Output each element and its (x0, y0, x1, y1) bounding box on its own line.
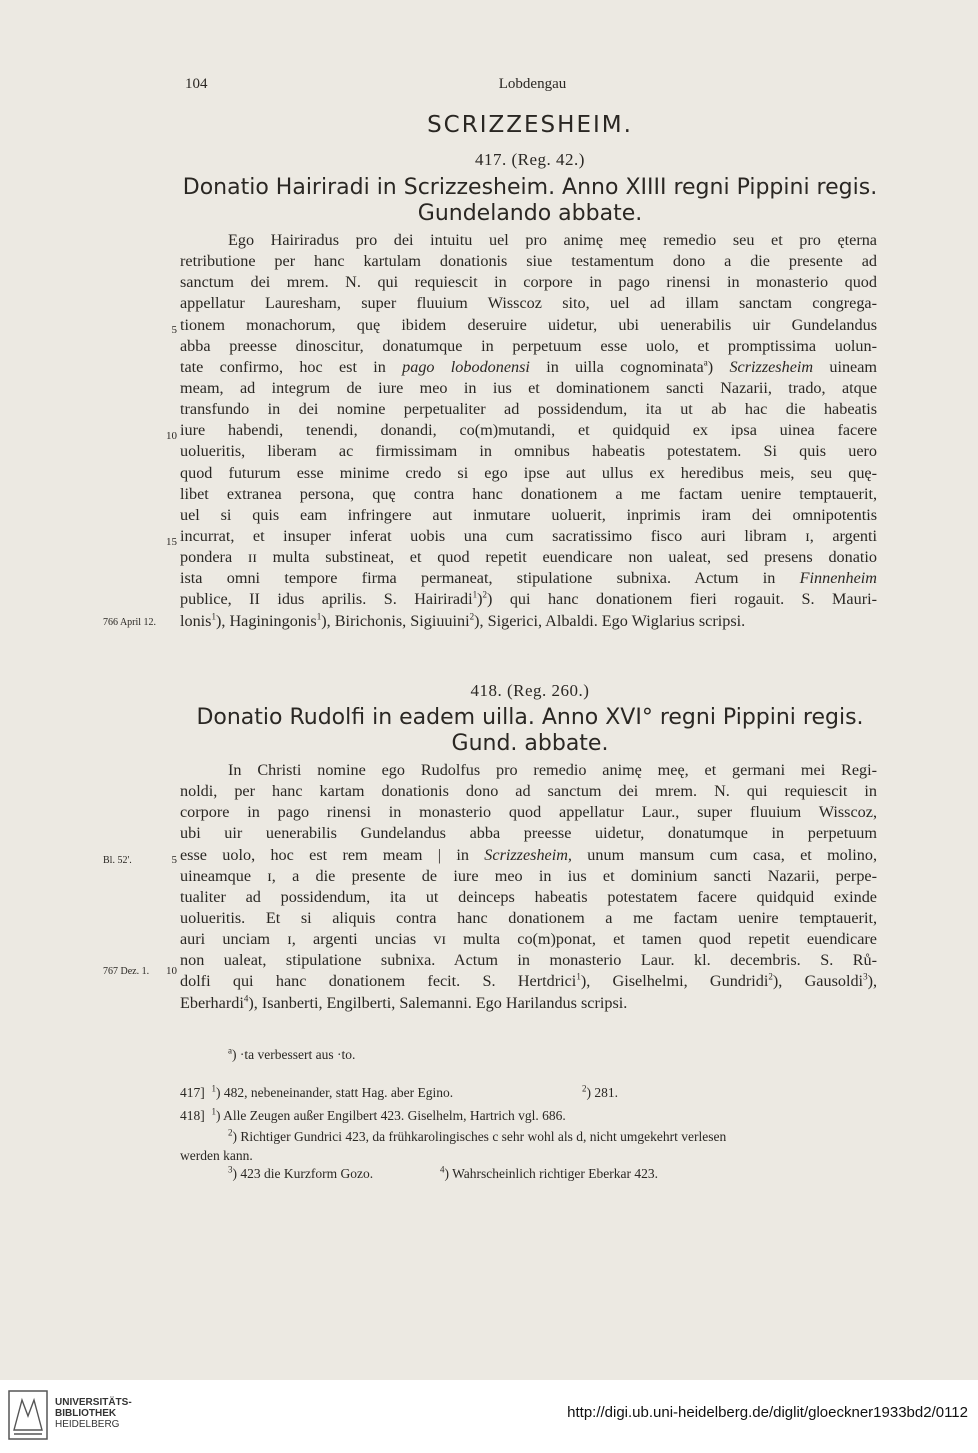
library-line: HEIDELBERG (55, 1419, 120, 1430)
margin-date-418: 767 Dez. 1. (103, 966, 150, 977)
text-line: incurrat, et insuper inferat uobis una cum sacratissimo fisco auri libram ɪ, argenti (180, 526, 877, 545)
footnote-418-3: $^3$) 423 die Kurzform Gozo. (228, 1164, 374, 1181)
line-number: 10 (166, 430, 177, 442)
text-line: iure habendi, tenendi, donandi, co(m)mutandi, et quidquid ex ipsa uinea facere (180, 421, 877, 440)
text-line: retributione per hanc kartulam donationis siue testamentum dono a die presente ad (180, 252, 877, 271)
doc417-title-line1: Donatio Hairiradi in Scrizzesheim. Anno XIIII regni Pippini regis. (182, 175, 878, 200)
text-line: tionem monachorum, quę ibidem deseruire uidetur, ubi uenerabilis uir Gundelandus (180, 315, 877, 334)
doc418-body (180, 760, 877, 1014)
doc417-body (180, 230, 877, 632)
place-title: SCRIZZESHEIM. (427, 112, 633, 138)
text-line: non ualeat, stipulatione subnixa. Actum in monasterio Laur. kl. decembris. S. Rů- (180, 951, 877, 970)
text-line: noldi, per hanc kartam donationis dono ad sanctum dei mrem. N. qui requiescit in (180, 782, 877, 801)
text-line: esse uolo, hoc est rem meam | in Scrizzesheim, unum mansum cum casa, et molino, (180, 845, 878, 864)
text-line: dolfi qui hanc donationem fecit. S. Hertdrici$^1$), Giselhelmi, Gundridi$^2$), Gausoldi$^3$), (180, 972, 877, 991)
permalink-url[interactable]: http://digi.ub.uni-heidelberg.de/diglit/gloeckner1933bd2/0112 (567, 1404, 968, 1421)
doc418-title-line1: Donatio Rudolfi in eadem uilla. Anno XVI° regni Pippini regis. (196, 705, 864, 730)
text-line: auri unciam ɪ, argenti uncias ᴠɪ multa co(m)ponat, et tamen quod repetit euendicare (180, 930, 877, 949)
text-line: corpore in pago rinensi in monasterio quod appellatur Laur., super fluuium Wisscoz, (180, 803, 877, 822)
footnote-a: $^a$) ·ta verbessert aus ·to. (228, 1045, 356, 1062)
text-line: Ego Hairiradus pro dei intuitu uel pro animę meę remedio seu et pro ęterna (228, 231, 877, 249)
text-line: publice, II idus aprilis. S. Hairiradi$^1$)$^2$) qui hanc donationem fieri rogauit. S. Mauri- (180, 590, 877, 609)
text-line: appellatur Lauresham, super fluuium Wisscoz sito, uel ad illam sanctam congrega- (180, 294, 877, 313)
doc418-register-number: 418. (Reg. 260.) (470, 681, 590, 700)
text-line: ubi uir uenerabilis Gundelandus abba preesse uidetur, donatumque in perpetuum (180, 824, 877, 843)
place-scrizzesheim: Scrizzesheim, (484, 845, 572, 864)
line-number: 10 (166, 965, 177, 977)
text-line: uineamque ɪ, a die presente de iure meo in ius et dominium sancti Nazarii, perpe- (180, 866, 877, 885)
university-library-logo-icon (8, 1390, 48, 1440)
place-scrizzesheim: Scrizzesheim (729, 357, 814, 376)
viewer-footer (0, 1380, 978, 1453)
line-number: 5 (171, 854, 177, 866)
text-line: transfundo in dei nomine perpetualiter ad possidendum, ita ut ab hac die habeatis (180, 400, 877, 419)
text-line: Eberhardi$^4$), Isanberti, Engilberti, Salemanni. Ego Harilandus scripsi. (180, 993, 628, 1012)
text-line: tate confirmo, hoc est in pago lobodonensi in uilla cognominata$^a$) Scrizzesheim uineam (180, 357, 877, 376)
text-line: lonis$^1$), Haginingonis$^1$), Birichonis, Sigiuuini$^2$), Sigerici, Albaldi. Ego Wiglarius scripsi. (180, 611, 746, 630)
text-line: libet extranea persona, quę contra hanc donationem a me factam uenire temptauerit, (180, 484, 877, 503)
text-line: In Christi nomine ego Rudolfus pro remedio animę meę, et germani mei Regi- (228, 761, 877, 779)
margin-date-417: 766 April 12. (103, 617, 157, 628)
margin-folio-note: Bl. 52'. (103, 855, 132, 866)
line-number: 5 (171, 324, 177, 336)
line-number: 15 (166, 536, 177, 548)
doc417-title-line2: Gundelando abbate. (417, 201, 643, 226)
text-line: uel si quis eam infringere aut inmutare uoluerit, inprimis iram dei omnipotentis (180, 505, 877, 524)
place-pago-lobodonensi: pago lobodonensi (402, 357, 530, 376)
text-line: pondera ɪɪ multa substineat, et quod repetit euendicare non ualeat, sed presens donatio (180, 548, 877, 567)
text-line: abba preesse dinoscitur, donatumque in perpetuum esse uolo, et promptissima uolun- (180, 336, 877, 355)
place-finnenheim: Finnenheim (799, 569, 877, 588)
text-line: ista omni tempore firma permaneat, stipulatione subnixa. Actum in Finnenheim (180, 569, 877, 588)
doc418-title-line2: Gund. abbate. (451, 731, 609, 756)
footnote-418-4: $^4$) Wahrscheinlich richtiger Eberkar 423. (440, 1164, 658, 1181)
library-line: BIBLIOTHEK (55, 1408, 117, 1419)
running-header (185, 76, 880, 96)
text-line: uolueritis. Et si aliquis contra hanc donationem a me factam uenire temptauerit, (180, 908, 877, 927)
footnote-418-2: $^2$) Richtiger Gundrici 423, da frühkarolingisches c sehr wohl als d, nicht umgekehrt verlesen (228, 1127, 727, 1144)
page-number: 104 (185, 76, 208, 92)
footnote-418-1: 418] $^1$) Alle Zeugen außer Engilbert 423. Giselhelm, Hartrich vgl. 686. (180, 1106, 566, 1123)
footnote-417-2: $^2$) 281. (582, 1083, 618, 1100)
library-line: UNIVERSITÄTS- (55, 1397, 132, 1408)
text-line: quod futurum esse minime credo si ego ipse aut ullus ex heredibus meis, seu quę- (180, 463, 877, 482)
text-line: sanctum dei mrem. N. qui requiescit in corpore in pago rinensi in monasterio quod (180, 273, 877, 292)
footnote-418-2-cont: werden kann. (180, 1148, 253, 1163)
running-title: Lobdengau (498, 76, 567, 92)
text-line: tualiter ad possidendum, ita ut deinceps habeatis potestatem facere quidquid exinde (180, 887, 877, 906)
text-line: uolueritis, liberam ac firmissimam in omnibus habeatis potestatem. Si quis uero (180, 442, 877, 461)
footnote-417: 417] $^1$) 482, nebeneinander, statt Hag. aber Egino. (180, 1083, 454, 1100)
text-line: meam, ad integrum de iure meo in ius et dominationem sancti Nazarii, trado, atque (180, 378, 877, 397)
doc417-register-number: 417. (Reg. 42.) (475, 150, 585, 169)
library-name (55, 1397, 132, 1430)
